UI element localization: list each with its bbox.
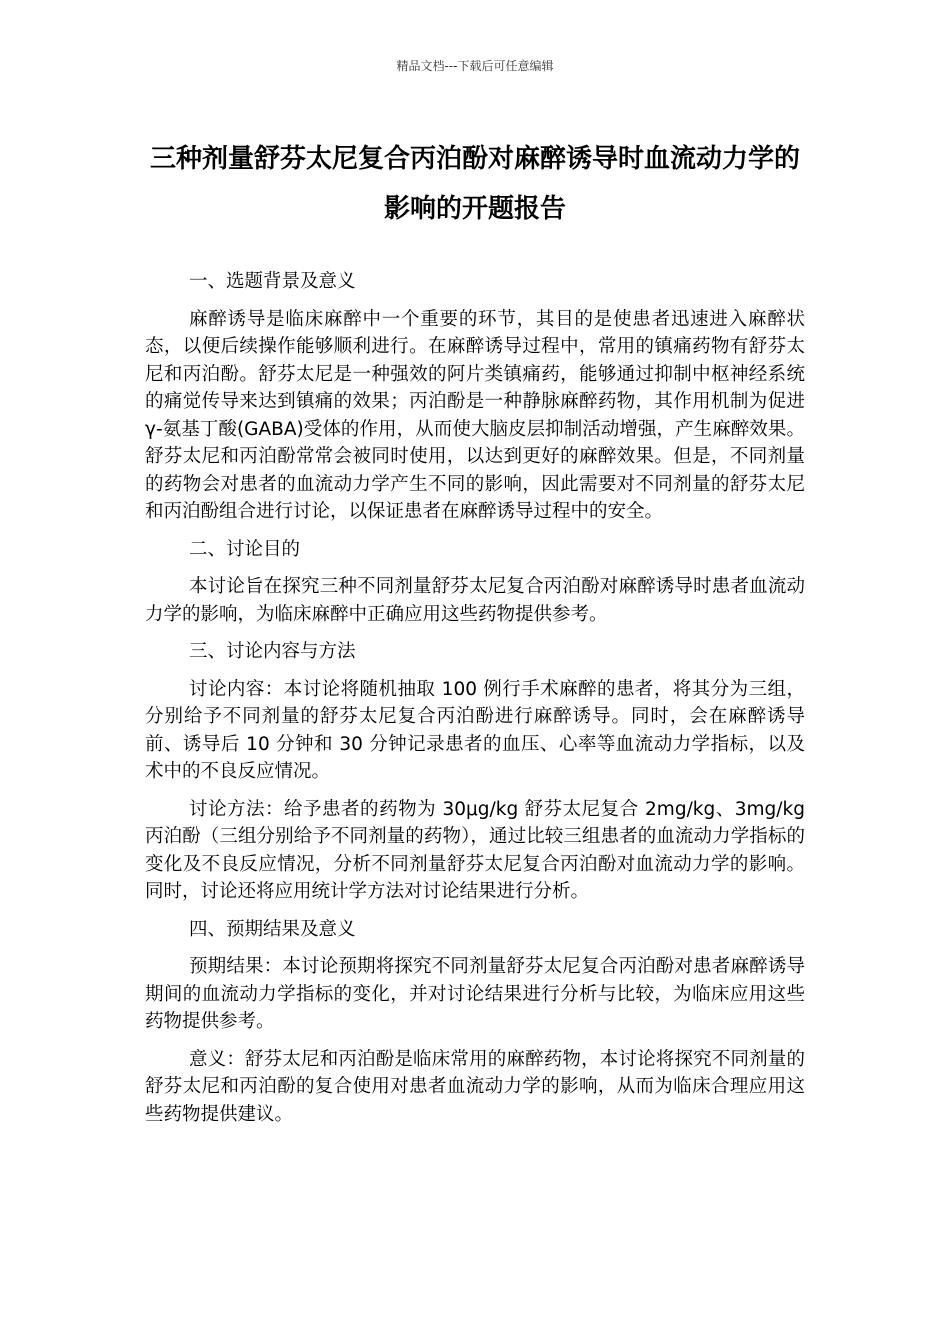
paragraph-methods: 讨论方法：给予患者的药物为 30μg/kg 舒芬太尼复合 2mg/kg、3mg/kg 丙泊酚（三组分别给予不同剂量的药物），通过比较三组患者的血流动力学指标的变化及不良反应情况，分析不同剂量舒芬太尼复合丙泊酚对血流动力学的影响。同时，讨论还将应用统计学方法对讨论结果进行分析。	[145, 798, 805, 902]
section-heading-purpose: 二、讨论目的	[189, 538, 301, 560]
paragraph-background: 麻醉诱导是临床麻醉中一个重要的环节，其目的是使患者迅速进入麻醉状态，以便后续操作能够顺利进行。在麻醉诱导过程中，常用的镇痛药物有舒芬太尼和丙泊酚。舒芬太尼是一种强效的阿片类镇痛药，能够通过抑制中枢神经系统的痛觉传导来达到镇痛的效果；丙泊酚是一种静脉麻醉药物，其作用机制为促进γ-氨基丁酸(GABA)受体的作用，从而使大脑皮层抑制活动增强，产生麻醉效果。舒芬太尼和丙泊酚常常会被同时使用，以达到更好的麻醉效果。但是，不同剂量的药物会对患者的血流动力学产生不同的影响，因此需要对不同剂量的舒芬太尼和丙泊酚组合进行讨论，以保证患者在麻醉诱导过程中的安全。	[145, 308, 805, 522]
document-body	[145, 268, 805, 1138]
paragraph-purpose: 本讨论旨在探究三种不同剂量舒芬太尼复合丙泊酚对麻醉诱导时患者血流动力学的影响，为临床麻醉中正确应用这些药物提供参考。	[145, 576, 805, 625]
section-heading-background: 一、选题背景及意义	[189, 271, 356, 292]
section-heading-expected: 四、预期结果及意义	[189, 918, 356, 940]
header-note: 精品文档---下载后可任意编辑	[396, 59, 554, 73]
section-heading-methods: 三、讨论内容与方法	[189, 641, 356, 662]
paragraph-significance: 意义：舒芬太尼和丙泊酚是临床常用的麻醉药物，本讨论将探究不同剂量的舒芬太尼和丙泊酚的复合使用对患者血流动力学的影响，从而为临床合理应用这些药物提供建议。	[145, 1048, 805, 1125]
paragraph-content: 讨论内容：本讨论将随机抽取 100 例行手术麻醉的患者，将其分为三组，分别给予不同剂量的舒芬太尼复合丙泊酚进行麻醉诱导。同时，会在麻醉诱导前、诱导后 10 分钟和 30 分钟记录患者的血压、心率等血流动力学指标，以及术中的不良反应情况。	[145, 678, 805, 782]
paragraph-expected-results: 预期结果：本讨论预期将探究不同剂量舒芬太尼复合丙泊酚对患者麻醉诱导期间的血流动力学指标的变化，并对讨论结果进行分析与比较，为临床应用这些药物提供参考。	[145, 956, 805, 1032]
document-title: 三种剂量舒芬太尼复合丙泊酚对麻醉诱导时血流动力学的影响的开题报告	[149, 144, 800, 224]
